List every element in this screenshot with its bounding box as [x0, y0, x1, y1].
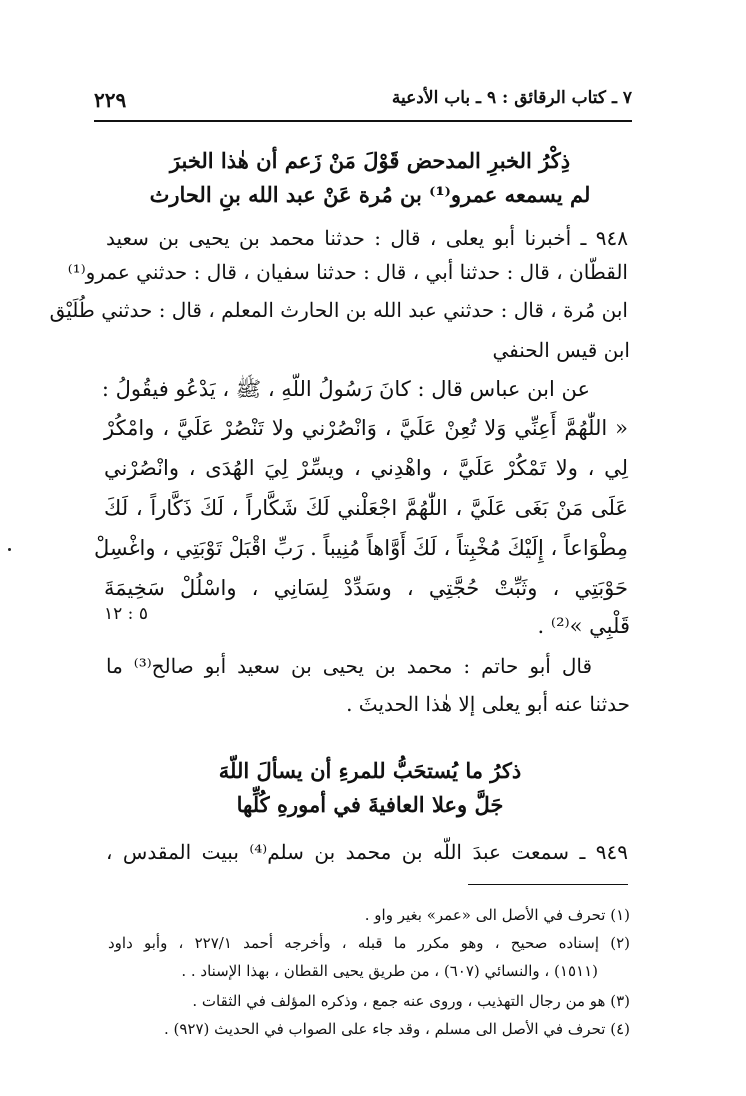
hadith-line: ٩٤٨ ـ أخبرنا أبو يعلى ، قال : حدثنا محمد بن يحيى بن سعيد [106, 226, 628, 250]
hadith-line: « اللّٰهُمَّ أَعِنِّي وَلا تُعِنْ عَلَيَّ ، وَانْصُرْني ولا تَنْصُرْ عَلَيَّ ، وامْكُرْ [104, 416, 628, 440]
hadith-line: قَلْبِي »⁽²⁾ . [537, 614, 630, 638]
hadith-line: القطّان ، قال : حدثنا أبي ، قال : حدثنا سفيان ، قال : حدثني عمرو⁽¹⁾ [67, 260, 628, 284]
hadith-line: ٩٤٩ ـ سمعت عبدَ اللّه بن محمد بن سلم⁽⁴⁾ ببيت المقدس ، [106, 840, 628, 864]
commentary-line: حدثنا عنه أبو يعلى إلا هٰذا الحديثَ . [346, 692, 630, 716]
header-divider [94, 120, 632, 122]
hadith-line: عَلَى مَنْ بَغَى عَلَيَّ ، اللّٰهُمَّ اجْعَلْني لَكَ شَكَّاراً ، لَكَ ذَكَّاراً ، لَكَ [104, 496, 628, 520]
chapter-title: ٧ ـ كتاب الرقائق : ٩ ـ باب الأدعية [391, 88, 632, 108]
footnote-divider [468, 884, 628, 885]
hadith-line: ابن قيس الحنفي [492, 338, 630, 362]
commentary-line: قال أبو حاتم : محمد بن يحيى بن سعيد أبو صالح⁽³⁾ ما [106, 654, 593, 678]
hadith-line: ابن مُرة ، قال : حدثني عبد الله بن الحارث المعلم ، قال : حدثني طُلَيْق [49, 298, 628, 322]
hadith-line: حَوْبَتِي ، وثَبِّتْ حُجَّتِي ، وسَدِّدْ لِسَانِي ، واسْلُلْ سَخِيمَةَ [104, 576, 628, 600]
hadith-line: عن ابن عباس قال : كانَ رَسُولُ اللّهِ ، ﷺ ، يَدْعُو فيقُولُ : [101, 377, 590, 401]
section-heading-line-1: ذِكْرُ الخبرِ المدحض قَوْلَ مَنْ زَعم أن هٰذا الخبرَ [169, 148, 571, 173]
section-heading-line-2: لم يسمعه عمرو⁽¹⁾ بن مُرة عَنْ عبد الله بنِ الحارث [149, 182, 591, 207]
page-number: ٢٢٩ [94, 88, 127, 112]
hadith-line: مِطْوَاعاً ، إِلَيْكَ مُخْبِتاً ، لَكَ أَوَّاهاً مُنِيباً . رَبِّ اقْبَلْ تَوْبَتِي ، واغْسِلْ [93, 536, 628, 560]
footnote: (٢) إسناده صحيح ، وهو مكرر ما قبله ، وأخرجه أحمد ٢٢٧/١ ، وأبو داود [108, 934, 630, 952]
hadith-line: لِي ، ولا تَمْكُرْ عَلَيَّ ، واهْدِني ، ويسِّرْ لِيَ الهُدَى ، وانْصُرْني [104, 456, 628, 480]
scan-speck [8, 548, 11, 551]
footnote: (٤) تحرف في الأصل الى مسلم ، وقد جاء على الصواب في الحديث (٩٢٧) . [163, 1020, 630, 1038]
footnote: (١) تحرف في الأصل الى «عمر» بغير واو . [364, 906, 630, 924]
footnote: (١٥١١) ، والنسائي (٦٠٧) ، من طريق يحيى القطان ، بهذا الإسناد . . [181, 962, 598, 980]
running-header [94, 88, 632, 114]
section-heading-line-1: ذكرُ ما يُستحَبُّ للمرءِ أن يسألَ اللّهَ [218, 758, 522, 783]
footnote: (٣) هو من رجال التهذيب ، وروى عنه جمع ، وذكره المؤلف في الثقات . [192, 992, 630, 1010]
section-heading-line-2: جَلَّ وعلا العافيةَ في أمورهِ كُلِّها [236, 792, 504, 817]
margin-reference: ٥ : ١٢ [104, 604, 148, 624]
